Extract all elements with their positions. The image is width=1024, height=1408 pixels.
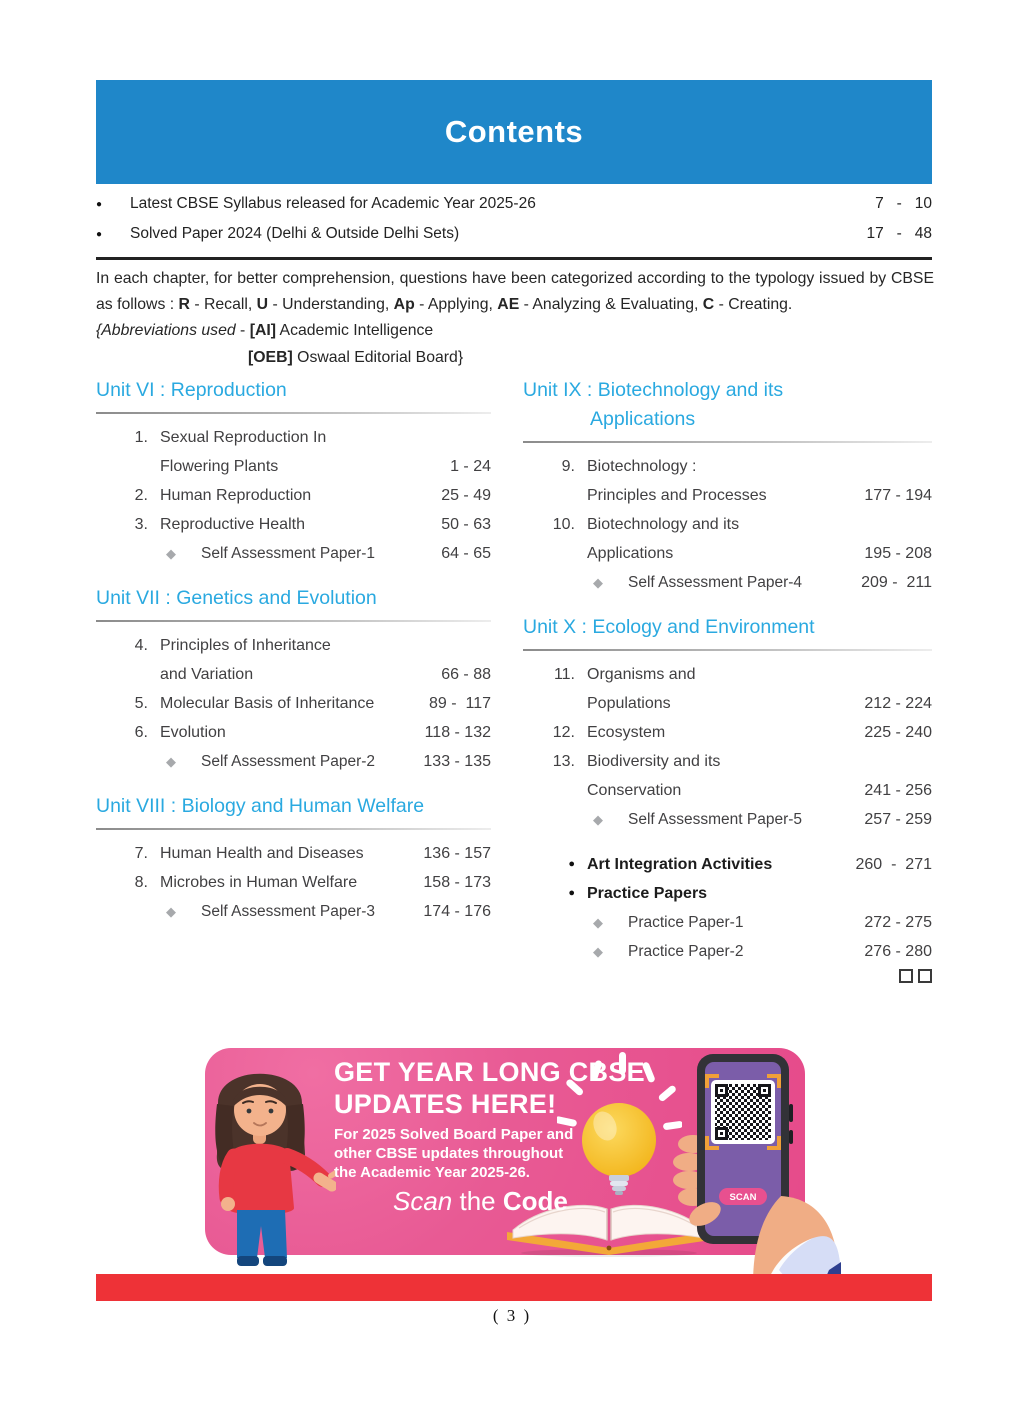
svg-text:SCAN: SCAN (729, 1192, 757, 1203)
diamond-icon: ◆ (593, 944, 603, 959)
banner-headline (334, 1056, 645, 1120)
toc-chapter-row (523, 660, 932, 718)
abbreviations-line-1: {Abbreviations used - [AI] Academic Intelligence (96, 322, 434, 339)
abbreviations-line-2: [OEB] Oswaal Editorial Board} (248, 348, 464, 366)
the-word: the (452, 1186, 503, 1216)
section-label: Art Integration Activities (587, 856, 773, 873)
front-matter-label: Solved Paper 2024 (Delhi & Outside Delhi Sets) (130, 225, 460, 242)
unit-underline (523, 649, 932, 651)
chapter-number: 6. (134, 724, 148, 741)
page-range: 209 - 211 (861, 574, 932, 591)
toc-column-left (96, 376, 491, 983)
banner-subtext-line: For 2025 Solved Board Paper and (334, 1126, 574, 1143)
chapter-number: 2. (134, 487, 148, 504)
chapter-title: Principles of Inheritance and Variation (160, 637, 331, 683)
diamond-icon: ◆ (593, 812, 603, 827)
chapter-title: Evolution (160, 724, 226, 741)
toc-chapter-row (523, 718, 932, 747)
square-icon (899, 969, 913, 983)
chapter-number: 4. (134, 637, 148, 654)
chapter-title: Ecosystem (587, 724, 666, 741)
page-range: 257 - 259 (864, 811, 932, 828)
assessment-label: Self Assessment Paper-5 (628, 811, 803, 828)
qr-code (713, 1082, 773, 1142)
scan-the-code-text (393, 1186, 568, 1217)
bullet-icon: ● (96, 198, 103, 210)
bullet-icon: ● (96, 228, 103, 240)
chapter-number: 11. (553, 666, 575, 683)
square-icon (918, 969, 932, 983)
page-range: 158 - 173 (423, 874, 491, 891)
page-range: 133 - 135 (423, 753, 491, 770)
chapter-title: Organisms and Populations (587, 666, 696, 712)
toc-unit (96, 584, 491, 776)
page-title: Contents (444, 114, 584, 149)
toc-unit-title: Unit VII : Genetics and Evolution (96, 587, 377, 609)
diamond-icon: ◆ (593, 575, 603, 590)
code-word: Code (502, 1186, 568, 1216)
page-range: 89 - 117 (429, 695, 491, 712)
toc-unit (523, 376, 932, 597)
typology-note (96, 266, 934, 370)
end-marker-squares (523, 969, 932, 983)
page-range: 276 - 280 (864, 943, 932, 960)
diamond-icon: ◆ (593, 915, 603, 930)
page-range: 272 - 275 (864, 914, 932, 931)
chapter-number: 9. (561, 458, 575, 475)
phone-qr-illustration (663, 1048, 841, 1284)
banner-headline-line1: GET YEAR LONG CBSE (334, 1057, 645, 1087)
diamond-icon: ◆ (166, 754, 176, 769)
chapter-title: Biotechnology and its Applications (587, 516, 740, 562)
divider (96, 257, 932, 260)
promo-banner (205, 1048, 820, 1260)
chapter-title: Human Health and Diseases (160, 845, 364, 862)
toc-chapter-row (96, 510, 491, 539)
self-assessment-row (523, 937, 932, 966)
unit-underline (96, 412, 491, 414)
assessment-label: Self Assessment Paper-2 (201, 753, 376, 770)
self-assessment-row (96, 897, 491, 926)
toc-chapter-row (96, 868, 491, 897)
chapter-number: 13. (552, 753, 575, 770)
page-range: 1 - 24 (450, 458, 491, 475)
front-matter-item (96, 219, 932, 249)
assessment-label: Self Assessment Paper-1 (201, 545, 376, 562)
unit-underline (96, 828, 491, 830)
toc-unit (96, 792, 491, 926)
section-label: Practice Papers (587, 885, 708, 902)
toc-unit-title: Unit X : Ecology and Environment (523, 616, 815, 638)
page-range: 195 - 208 (864, 545, 932, 562)
page-number: ( 3 ) (492, 1306, 532, 1325)
unit-underline (523, 441, 932, 443)
page-range: 136 - 157 (423, 845, 491, 862)
front-matter-list (96, 189, 932, 249)
chapter-title: Molecular Basis of Inheritance (160, 695, 375, 712)
toc-chapter-row (96, 631, 491, 689)
chapter-title: Sexual Reproduction In Flowering Plants (160, 429, 327, 475)
self-assessment-row (523, 805, 932, 834)
chapter-title: Human Reproduction (160, 487, 312, 504)
scan-word: Scan (393, 1186, 453, 1216)
woman-illustration (201, 1058, 336, 1276)
footer-red-bar (96, 1274, 932, 1301)
chapter-number: 8. (134, 874, 148, 891)
diamond-icon: ◆ (166, 904, 176, 919)
toc-chapter-row (523, 452, 932, 510)
chapter-number: 1. (134, 429, 148, 446)
chapter-title: Microbes in Human Welfare (160, 874, 358, 891)
unit-underline (96, 620, 491, 622)
toc-chapter-row (96, 481, 491, 510)
chapter-number: 7. (134, 845, 148, 862)
page-range: 25 - 49 (441, 487, 491, 504)
diamond-icon: ◆ (166, 546, 176, 561)
front-matter-label: Latest CBSE Syllabus released for Academic Year 2025-26 (130, 195, 536, 212)
banner-subtext-line: other CBSE updates throughout (334, 1145, 564, 1162)
self-assessment-row (96, 747, 491, 776)
banner-subtext (334, 1125, 573, 1182)
page-range: 7 - 10 (875, 195, 932, 212)
toc-chapter-row (96, 423, 491, 481)
chapter-title: Reproductive Health (160, 516, 305, 533)
toc-unit-title: Unit VIII : Biology and Human Welfare (96, 795, 425, 817)
self-assessment-row (523, 568, 932, 597)
typology-paragraph: In each chapter, for better comprehension, questions have been categorized according to the typology issued by CBSE as follows : R - Recall, U - Understanding, Ap - Applying, AE - Analyzing & Evaluating, C - Creating. (96, 270, 934, 313)
scan-button (719, 1188, 767, 1205)
bullet-icon: ● (568, 887, 575, 899)
chapter-number: 3. (134, 516, 148, 533)
toc-section-row (523, 850, 932, 879)
front-matter-item (96, 189, 932, 219)
toc-unit (96, 376, 491, 568)
toc-unit (523, 613, 932, 834)
page-range: 118 - 132 (424, 724, 491, 741)
page-range: 241 - 256 (864, 782, 932, 799)
assessment-label: Practice Paper-1 (628, 914, 744, 931)
page-range: 50 - 63 (441, 516, 491, 533)
page-range: 212 - 224 (864, 695, 932, 712)
toc-chapter-row (523, 510, 932, 568)
self-assessment-row (96, 539, 491, 568)
page-range: 174 - 176 (423, 903, 491, 920)
toc-column-right (523, 376, 932, 983)
page-range: 17 - 48 (866, 225, 932, 242)
toc-chapter-row (96, 839, 491, 868)
page-range: 260 - 271 (855, 856, 932, 873)
toc-unit-title: Unit VI : Reproduction (96, 379, 287, 401)
page-range: 64 - 65 (441, 545, 491, 562)
toc-columns (96, 376, 932, 983)
page-range: 225 - 240 (864, 724, 932, 741)
self-assessment-row (523, 908, 932, 937)
page-range: 177 - 194 (864, 487, 932, 504)
assessment-label: Practice Paper-2 (628, 943, 744, 960)
page-range: 66 - 88 (441, 666, 491, 683)
chapter-number: 10. (552, 516, 575, 533)
toc-chapter-row (96, 718, 491, 747)
contents-header-banner (96, 80, 932, 184)
bullet-icon: ● (568, 858, 575, 870)
toc-chapter-row (523, 747, 932, 805)
chapter-number: 12. (552, 724, 575, 741)
chapter-number: 5. (134, 695, 148, 712)
banner-headline-line2: UPDATES HERE! (334, 1089, 557, 1119)
toc-chapter-row (96, 689, 491, 718)
assessment-label: Self Assessment Paper-4 (628, 574, 803, 591)
chapter-title: Biodiversity and its Conservation (587, 753, 721, 799)
toc-section-row (523, 879, 932, 908)
assessment-label: Self Assessment Paper-3 (201, 903, 376, 920)
chapter-title: Biotechnology : Principles and Processes (587, 458, 767, 504)
toc-unit-title: Unit IX : Biotechnology and its Applications (523, 379, 784, 430)
banner-subtext-line: the Academic Year 2025-26. (334, 1164, 530, 1181)
